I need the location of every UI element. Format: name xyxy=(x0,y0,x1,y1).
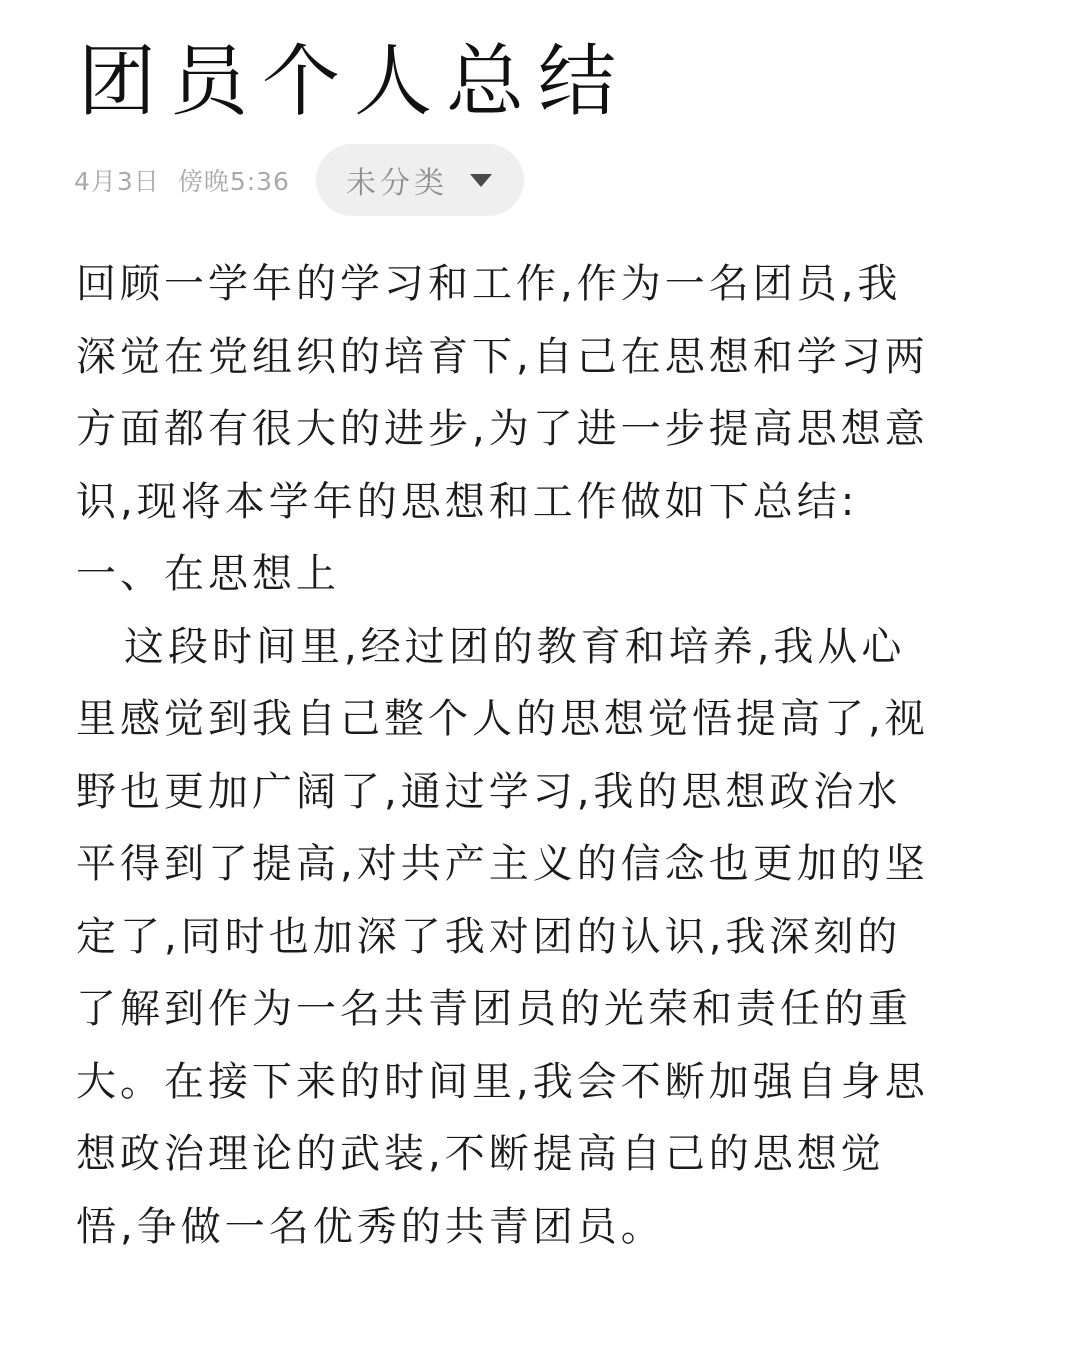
body-line: 这段时间里,经过团的教育和培养,我从心 xyxy=(124,623,906,670)
body-line: 回顾一学年的学习和工作,作为一名团员,我 xyxy=(76,261,902,307)
body-line: 想政治理论的武装,不断提高自己的思想觉 xyxy=(76,1131,885,1177)
note-date: 4月3日 xyxy=(74,167,160,196)
section-heading: 一、在思想上 xyxy=(76,551,340,597)
body-line: 识,现将本学年的思想和工作做如下总结: xyxy=(76,478,859,525)
body-line: 里感觉到我自己整个人的思想觉悟提高了,视 xyxy=(76,696,929,742)
category-dropdown[interactable] xyxy=(316,144,524,216)
note-body[interactable] xyxy=(76,248,1006,1263)
body-line: 定了,同时也加深了我对团的认识,我深刻的 xyxy=(76,913,902,960)
caret-down-icon xyxy=(470,174,492,187)
note-title[interactable]: 团员个人总结 xyxy=(78,37,631,127)
body-line: 方面都有很大的进步,为了进一步提高思想意 xyxy=(76,406,929,452)
body-line: 悟,争做一名优秀的共青团员。 xyxy=(76,1203,665,1250)
body-line: 大。在接下来的时间里,我会不断加强自身思 xyxy=(76,1058,929,1105)
body-line: 平得到了提高,对共产主义的信念也更加的坚 xyxy=(76,841,929,887)
body-line: 野也更加广阔了,通过学习,我的思想政治水 xyxy=(76,768,902,815)
category-label: 未分类 xyxy=(345,166,448,201)
note-meta xyxy=(74,144,524,216)
note-time: 傍晚5:36 xyxy=(177,167,290,196)
body-line: 了解到作为一名共青团员的光荣和责任的重 xyxy=(76,986,912,1032)
body-line: 深觉在党组织的培育下,自己在思想和学习两 xyxy=(76,333,929,380)
